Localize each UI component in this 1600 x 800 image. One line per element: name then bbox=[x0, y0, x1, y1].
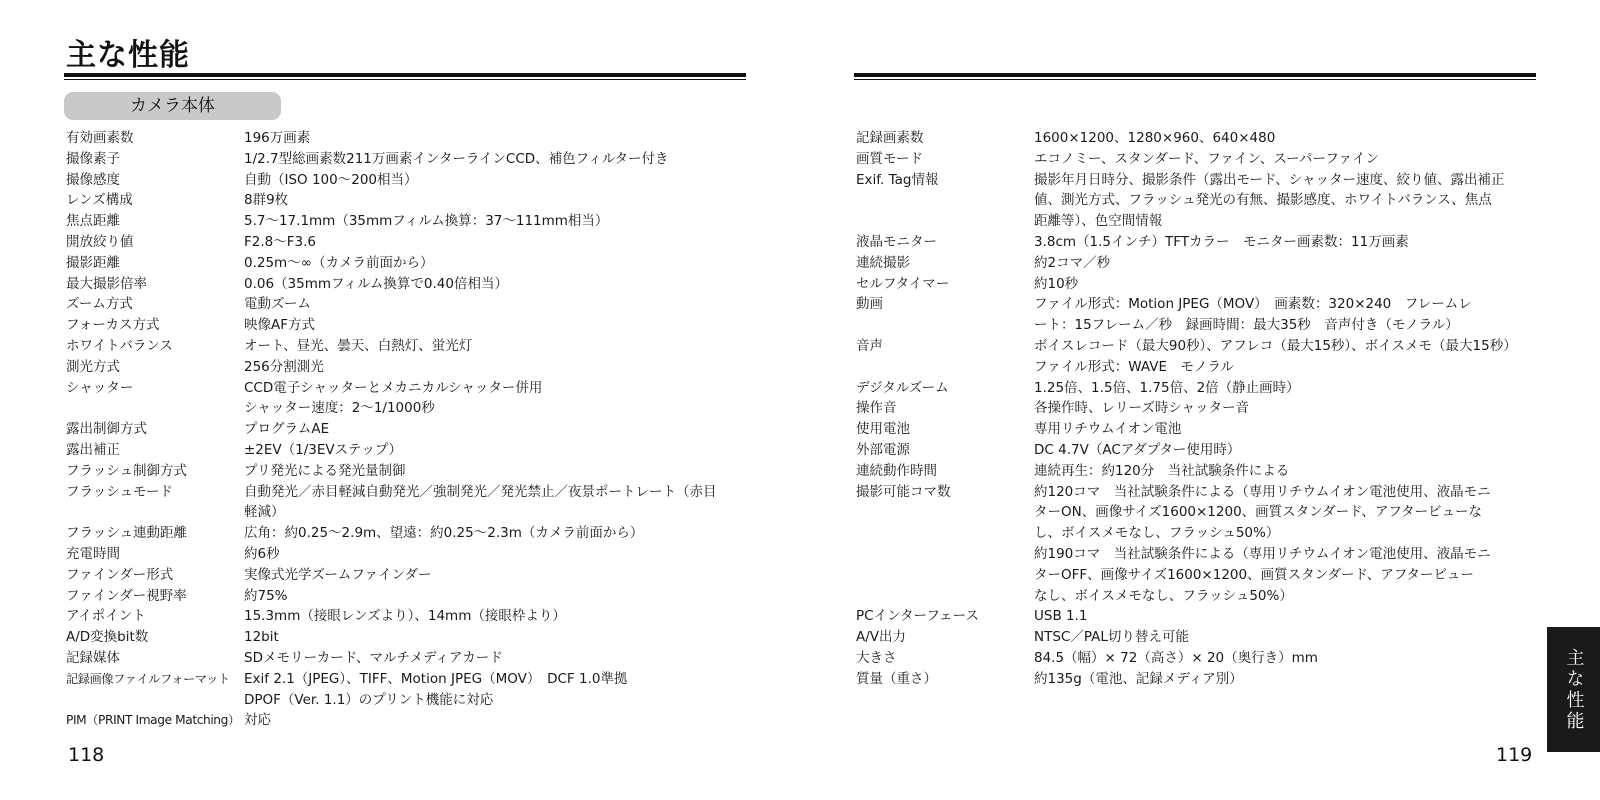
spec-label bbox=[856, 586, 1034, 607]
spec-value: ±2EV（1/3EVステップ） bbox=[244, 441, 403, 458]
spec-value: ファイル形式：Motion JPEG（MOV） 画素数：320×240 フレームレ bbox=[1034, 296, 1472, 313]
spec-label: 充電時間 bbox=[66, 545, 120, 562]
spec-label: PIM（PRINT Image Matching） bbox=[66, 713, 240, 728]
spec-value: 撮影年月日時分、撮影条件（露出モード、シャッター速度、絞り値、露出補正 bbox=[1034, 171, 1505, 188]
right-page bbox=[800, 0, 1600, 800]
spec-row bbox=[856, 336, 1546, 357]
spec-row bbox=[856, 274, 1546, 295]
spec-row bbox=[66, 669, 756, 690]
spec-row bbox=[66, 690, 756, 711]
spec-row bbox=[66, 461, 756, 482]
spec-label: 操作音 bbox=[856, 400, 897, 417]
spec-row bbox=[856, 149, 1546, 170]
spec-label bbox=[856, 502, 1034, 523]
spec-value: 0.25m〜∞（カメラ前面から） bbox=[244, 254, 434, 271]
spec-row bbox=[856, 648, 1546, 669]
spec-label: ファインダー視野率 bbox=[66, 587, 187, 604]
spec-value: 1/2.7型総画素数211万画素インターラインCCD、補色フィルター付き bbox=[244, 150, 669, 167]
spec-row bbox=[856, 378, 1546, 399]
spec-label: 撮影可能コマ数 bbox=[856, 483, 951, 500]
spec-label bbox=[856, 211, 1034, 232]
spec-label: 撮像感度 bbox=[66, 171, 120, 188]
spec-value: 約2コマ／秒 bbox=[1034, 254, 1111, 271]
spec-row bbox=[66, 565, 756, 586]
spec-value: SDメモリーカード、マルチメディアカード bbox=[244, 649, 503, 666]
spec-value: 連続再生：約120分 当社試験条件による bbox=[1034, 462, 1290, 479]
spec-row bbox=[856, 523, 1546, 544]
section-label: カメラ本体 bbox=[64, 92, 281, 120]
spec-label: 動画 bbox=[856, 296, 883, 313]
spec-row bbox=[856, 565, 1546, 586]
spec-value: 8群9枚 bbox=[244, 192, 289, 209]
spec-label: 開放絞り値 bbox=[66, 233, 134, 250]
spec-value: 実像式光学ズームファインダー bbox=[244, 566, 432, 583]
spec-label: A/D変換bit数 bbox=[66, 629, 149, 646]
spec-label: 撮影距離 bbox=[66, 254, 120, 271]
spec-value: し、ボイスメモなし、フラッシュ50%） bbox=[1034, 525, 1280, 542]
page-number-left: 118 bbox=[68, 744, 105, 766]
spec-row bbox=[66, 253, 756, 274]
spec-row bbox=[856, 232, 1546, 253]
spec-value: 約10秒 bbox=[1034, 275, 1079, 292]
spec-row bbox=[66, 274, 756, 295]
spec-label: 焦点距離 bbox=[66, 213, 120, 230]
spec-label bbox=[856, 190, 1034, 211]
spec-row bbox=[66, 398, 756, 419]
spec-value: 約190コマ 当社試験条件による（専用リチウムイオン電池使用、液晶モニ bbox=[1034, 545, 1491, 562]
spec-row bbox=[856, 357, 1546, 378]
spec-value: 対応 bbox=[244, 712, 271, 729]
spec-row bbox=[856, 669, 1546, 690]
spec-row bbox=[66, 544, 756, 565]
spec-label: ファインダー形式 bbox=[66, 566, 174, 583]
spec-value: DPOF（Ver. 1.1）のプリント機能に対応 bbox=[244, 691, 494, 708]
spec-value: ファイル形式：WAVE モノラル bbox=[1034, 358, 1234, 375]
spec-row bbox=[66, 211, 756, 232]
spec-row bbox=[66, 502, 756, 523]
spec-value: 距離等）、色空間情報 bbox=[1034, 213, 1163, 230]
side-index-tab bbox=[1547, 627, 1600, 752]
spec-row bbox=[856, 627, 1546, 648]
spec-label: 露出補正 bbox=[66, 441, 120, 458]
spec-value: 15.3mm（接眼レンズより）、14mm（接眼枠より） bbox=[244, 608, 566, 625]
spec-value: 自動発光／赤目軽減自動発光／強制発光／発光禁止／夜景ポートレート（赤目 bbox=[244, 483, 717, 500]
spec-value: 1600×1200、1280×960、640×480 bbox=[1034, 130, 1276, 146]
spec-row bbox=[66, 170, 756, 191]
spec-label bbox=[66, 690, 244, 711]
spec-label bbox=[856, 357, 1034, 378]
spec-row bbox=[856, 440, 1546, 461]
spec-value: なし、ボイスメモなし、フラッシュ50%） bbox=[1034, 587, 1293, 604]
spec-value: 電動ズーム bbox=[244, 296, 311, 313]
spec-label: 液晶モニター bbox=[856, 233, 937, 250]
side-index-tab-label: 主な性能 bbox=[1563, 647, 1585, 732]
spec-label: 最大撮影倍率 bbox=[66, 275, 147, 292]
spec-list-left bbox=[66, 128, 756, 731]
spec-label: 記録画素数 bbox=[856, 130, 924, 146]
spec-row bbox=[66, 128, 756, 149]
spec-label: フラッシュ連動距離 bbox=[66, 525, 187, 542]
spec-label: A/V出力 bbox=[856, 629, 907, 646]
spec-list-right bbox=[856, 128, 1546, 690]
spec-row bbox=[66, 315, 756, 336]
spec-value: 1.25倍、1.5倍、1.75倍、2倍（静止画時） bbox=[1034, 379, 1300, 396]
spec-value: CCD電子シャッターとメカニカルシャッター併用 bbox=[244, 379, 543, 396]
spec-row bbox=[856, 482, 1546, 503]
page-title: 主な性能 bbox=[66, 38, 190, 73]
spec-row bbox=[856, 315, 1546, 336]
spec-value: 軽減） bbox=[244, 504, 285, 521]
spec-row bbox=[856, 211, 1546, 232]
spec-row bbox=[66, 357, 756, 378]
spec-value: USB 1.1 bbox=[1034, 608, 1088, 625]
spec-label: 使用電池 bbox=[856, 421, 910, 438]
spec-value: ターOFF、画像サイズ1600×1200、画質スタンダード、アフタービュー bbox=[1034, 566, 1474, 583]
spec-value: 自動（ISO 100〜200相当） bbox=[244, 171, 418, 188]
spec-label: 大きさ bbox=[856, 649, 897, 666]
spec-value: 約75% bbox=[244, 587, 288, 604]
spec-value: ート：15フレーム／秒 録画時間：最大35秒 音声付き（モノラル） bbox=[1034, 317, 1459, 334]
spec-value: エコノミー、スタンダード、ファイン、スーパーファイン bbox=[1034, 150, 1380, 167]
spec-label: Exif. Tag情報 bbox=[856, 171, 939, 188]
spec-value: DC 4.7V（ACアダプター使用時） bbox=[1034, 441, 1241, 458]
spec-label: レンズ構成 bbox=[66, 192, 133, 209]
spec-row bbox=[856, 170, 1546, 191]
spec-value: 0.06（35mmフィルム換算で0.40倍相当） bbox=[244, 275, 508, 292]
spec-label: 有効画素数 bbox=[66, 130, 134, 146]
spec-label: 露出制御方式 bbox=[66, 421, 147, 438]
spec-value: 約135g（電池、記録メディア別） bbox=[1034, 670, 1243, 687]
spec-value: 専用リチウムイオン電池 bbox=[1034, 421, 1182, 438]
spec-value: プログラムAE bbox=[244, 421, 330, 438]
spec-value: 映像AF方式 bbox=[244, 317, 316, 334]
spec-label: 連続撮影 bbox=[856, 254, 910, 271]
spec-value: ボイスレコード（最大90秒）、アフレコ（最大15秒）、ボイスメモ（最大15秒） bbox=[1034, 337, 1517, 354]
spec-value: 約6秒 bbox=[244, 545, 280, 562]
spec-label bbox=[856, 523, 1034, 544]
spec-label: 測光方式 bbox=[66, 358, 120, 375]
spec-value: 約120コマ 当社試験条件による（専用リチウムイオン電池使用、液晶モニ bbox=[1034, 483, 1491, 500]
spec-label: シャッター bbox=[66, 379, 134, 396]
spec-value: 256分割測光 bbox=[244, 358, 324, 375]
title-rule-right bbox=[854, 73, 1536, 80]
spec-label: フォーカス方式 bbox=[66, 317, 160, 334]
spec-row bbox=[66, 440, 756, 461]
spec-row bbox=[856, 419, 1546, 440]
spec-value: 3.8cm（1.5インチ）TFTカラー モニター画素数：11万画素 bbox=[1034, 233, 1409, 250]
spec-row bbox=[856, 544, 1546, 565]
spec-value: NTSC／PAL切り替え可能 bbox=[1034, 629, 1189, 646]
spec-value: 値、測光方式、フラッシュ発光の有無、撮影感度、ホワイトバランス、焦点 bbox=[1034, 192, 1492, 209]
spec-value: Exif 2.1（JPEG）、TIFF、Motion JPEG（MOV） DCF 1.0準拠 bbox=[244, 670, 628, 687]
spec-row bbox=[66, 419, 756, 440]
spec-label: PCインターフェース bbox=[856, 608, 980, 625]
spec-row bbox=[856, 128, 1546, 149]
spec-row bbox=[856, 398, 1546, 419]
spec-label bbox=[856, 315, 1034, 336]
spec-row bbox=[66, 378, 756, 399]
spec-label: 質量（重さ） bbox=[856, 670, 937, 687]
page-number-right: 119 bbox=[1496, 744, 1533, 766]
spec-value: シャッター速度：2〜1/1000秒 bbox=[244, 400, 435, 417]
spec-value: 12bit bbox=[244, 629, 279, 646]
spec-value: 各操作時、レリーズ時シャッター音 bbox=[1034, 400, 1250, 417]
spec-label: ホワイトバランス bbox=[66, 337, 173, 354]
spec-value: F2.8〜F3.6 bbox=[244, 233, 316, 250]
spec-value: オート、昼光、曇天、白熱灯、蛍光灯 bbox=[244, 337, 473, 354]
spec-row bbox=[856, 606, 1546, 627]
spec-row bbox=[66, 648, 756, 669]
spec-row bbox=[856, 461, 1546, 482]
spec-value: 広角：約0.25〜2.9m、望遠：約0.25〜2.3m（カメラ前面から） bbox=[244, 525, 644, 542]
spec-label: 記録画像ファイルフォーマット bbox=[66, 671, 230, 686]
spec-row bbox=[66, 190, 756, 211]
spec-row bbox=[66, 149, 756, 170]
spec-row bbox=[66, 523, 756, 544]
spec-label bbox=[66, 398, 244, 419]
spec-row bbox=[66, 606, 756, 627]
spec-row bbox=[856, 190, 1546, 211]
spec-label: 撮像素子 bbox=[66, 150, 120, 167]
spec-label bbox=[856, 544, 1034, 565]
spec-label: 音声 bbox=[856, 337, 883, 354]
spec-label bbox=[66, 502, 244, 523]
spec-label: アイポイント bbox=[66, 608, 146, 625]
spec-label: デジタルズーム bbox=[856, 379, 949, 396]
spec-value: 84.5（幅）× 72（高さ）× 20（奥行き）mm bbox=[1034, 649, 1318, 666]
spec-label bbox=[856, 565, 1034, 586]
spec-value: ターON、画像サイズ1600×1200、画質スタンダード、アフタービューな bbox=[1034, 504, 1482, 521]
spec-row bbox=[66, 482, 756, 503]
spec-label: フラッシュモード bbox=[66, 483, 173, 500]
spec-row bbox=[66, 232, 756, 253]
spec-label: フラッシュ制御方式 bbox=[66, 462, 187, 479]
spec-row bbox=[856, 253, 1546, 274]
spec-label: 画質モード bbox=[856, 150, 923, 167]
spec-label: ズーム方式 bbox=[66, 296, 133, 313]
spec-row bbox=[66, 627, 756, 648]
spec-value: 196万画素 bbox=[244, 130, 311, 146]
title-rule-left bbox=[64, 73, 746, 80]
spec-label: 記録媒体 bbox=[66, 649, 120, 666]
spec-row bbox=[66, 586, 756, 607]
spec-label: セルフタイマー bbox=[856, 275, 950, 292]
spec-value: プリ発光による発光量制御 bbox=[244, 462, 406, 479]
spec-row bbox=[66, 336, 756, 357]
spec-label: 連続動作時間 bbox=[856, 462, 937, 479]
spec-row bbox=[856, 502, 1546, 523]
spec-row bbox=[856, 586, 1546, 607]
spec-label: 外部電源 bbox=[856, 441, 910, 458]
spec-value: 5.7〜17.1mm（35mmフィルム換算：37〜111mm相当） bbox=[244, 213, 609, 230]
spec-row bbox=[856, 294, 1546, 315]
spec-row bbox=[66, 294, 756, 315]
spec-row bbox=[66, 710, 756, 731]
